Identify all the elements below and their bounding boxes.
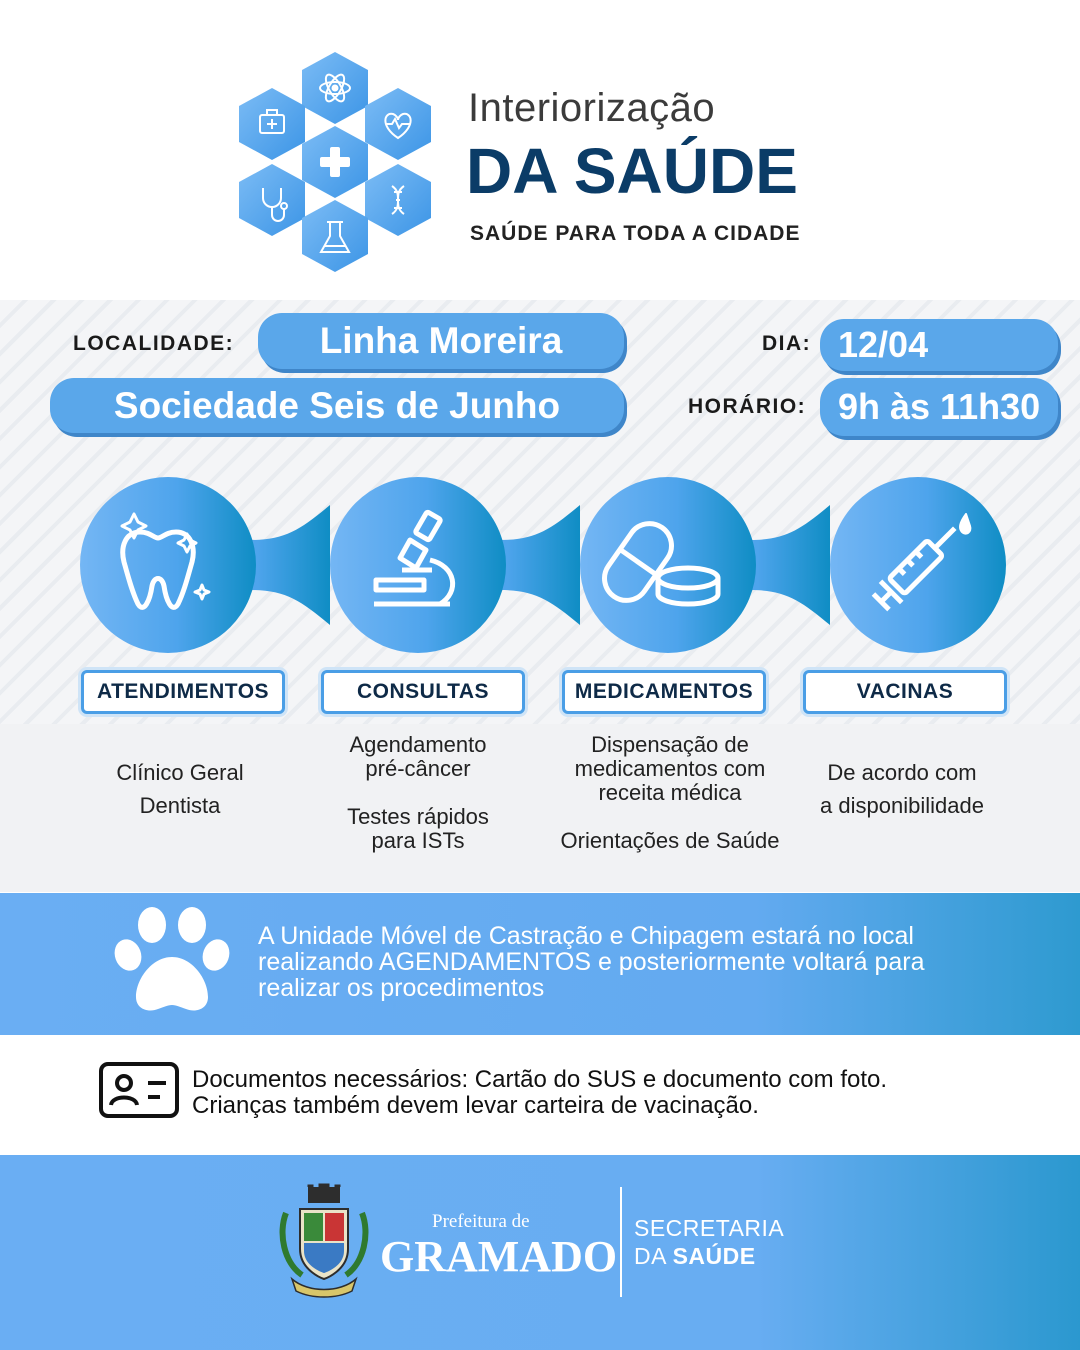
desc-line: Dentista: [139, 793, 221, 818]
notice-line: A Unidade Móvel de Castração e Chipagem estará no local: [258, 922, 914, 950]
castration-notice-band: [0, 893, 1080, 1035]
desc-line: Dispensação de: [591, 732, 749, 757]
service-desc-consultas: [318, 733, 518, 853]
desc-line: Orientações de Saúde: [560, 828, 780, 853]
desc-line: Clínico Geral: [116, 760, 244, 785]
footer-divider: [620, 1187, 622, 1297]
desc-line: a disponibilidade: [820, 793, 984, 818]
desc-line: pré-câncer: [365, 756, 471, 781]
service-desc-vacinas: [800, 756, 1004, 822]
documents-section: [0, 1035, 1080, 1155]
venue-pill: Sociedade Seis de Junho: [50, 378, 624, 433]
notice-line: realizar os procedimentos: [258, 974, 545, 1002]
footer: [0, 1155, 1080, 1350]
desc-line: Agendamento: [349, 732, 487, 757]
desc-line: para ISTs: [371, 828, 465, 853]
desc-line: Testes rápidos: [347, 804, 489, 829]
service-desc-medicamentos: [545, 733, 795, 853]
castration-notice-text: [258, 923, 1038, 1001]
service-tag-vacinas: VACINAS: [803, 670, 1007, 714]
coat-of-arms-icon: [278, 1183, 370, 1301]
day-label: DIA:: [762, 332, 812, 355]
service-desc-atendimentos: [80, 756, 280, 822]
services-chain: [0, 470, 1080, 660]
time-pill: 9h às 11h30: [820, 378, 1058, 436]
day-pill: 12/04: [820, 319, 1058, 371]
id-card-icon: [98, 1061, 180, 1119]
desc-line: medicamentos com: [574, 756, 766, 781]
desc-line: receita médica: [598, 780, 742, 805]
city-hall-label: Prefeitura de: [432, 1211, 530, 1232]
brand-title-top: Interiorização: [468, 86, 716, 130]
secretariat-line2: [634, 1243, 756, 1270]
time-label: HORÁRIO:: [688, 395, 807, 418]
header: [0, 0, 1080, 300]
secretariat-saude: SAÚDE: [672, 1243, 756, 1269]
health-logo: [230, 50, 440, 275]
service-tag-consultas: CONSULTAS: [321, 670, 525, 714]
documents-text: [192, 1067, 887, 1119]
locality-pill: Linha Moreira: [258, 313, 624, 369]
service-tag-medicamentos: MEDICAMENTOS: [562, 670, 766, 714]
service-tag-atendimentos: ATENDIMENTOS: [81, 670, 285, 714]
desc-line: De acordo com: [827, 760, 977, 785]
documents-line: Crianças também devem levar carteira de vacinação.: [192, 1092, 759, 1119]
secretariat-da: DA: [634, 1243, 673, 1269]
paw-icon: [112, 905, 232, 1017]
documents-line: Documentos necessários: Cartão do SUS e documento com foto.: [192, 1066, 888, 1093]
notice-line: realizando AGENDAMENTOS e posteriormente voltará para: [258, 948, 925, 976]
secretariat-line1: SECRETARIA: [634, 1215, 785, 1241]
brand-tagline: SAÚDE PARA TODA A CIDADE: [470, 222, 801, 245]
city-name: GRAMADO: [380, 1232, 618, 1281]
locality-label: LOCALIDADE:: [73, 332, 235, 355]
brand-title-main: DA SAÚDE: [466, 135, 798, 207]
